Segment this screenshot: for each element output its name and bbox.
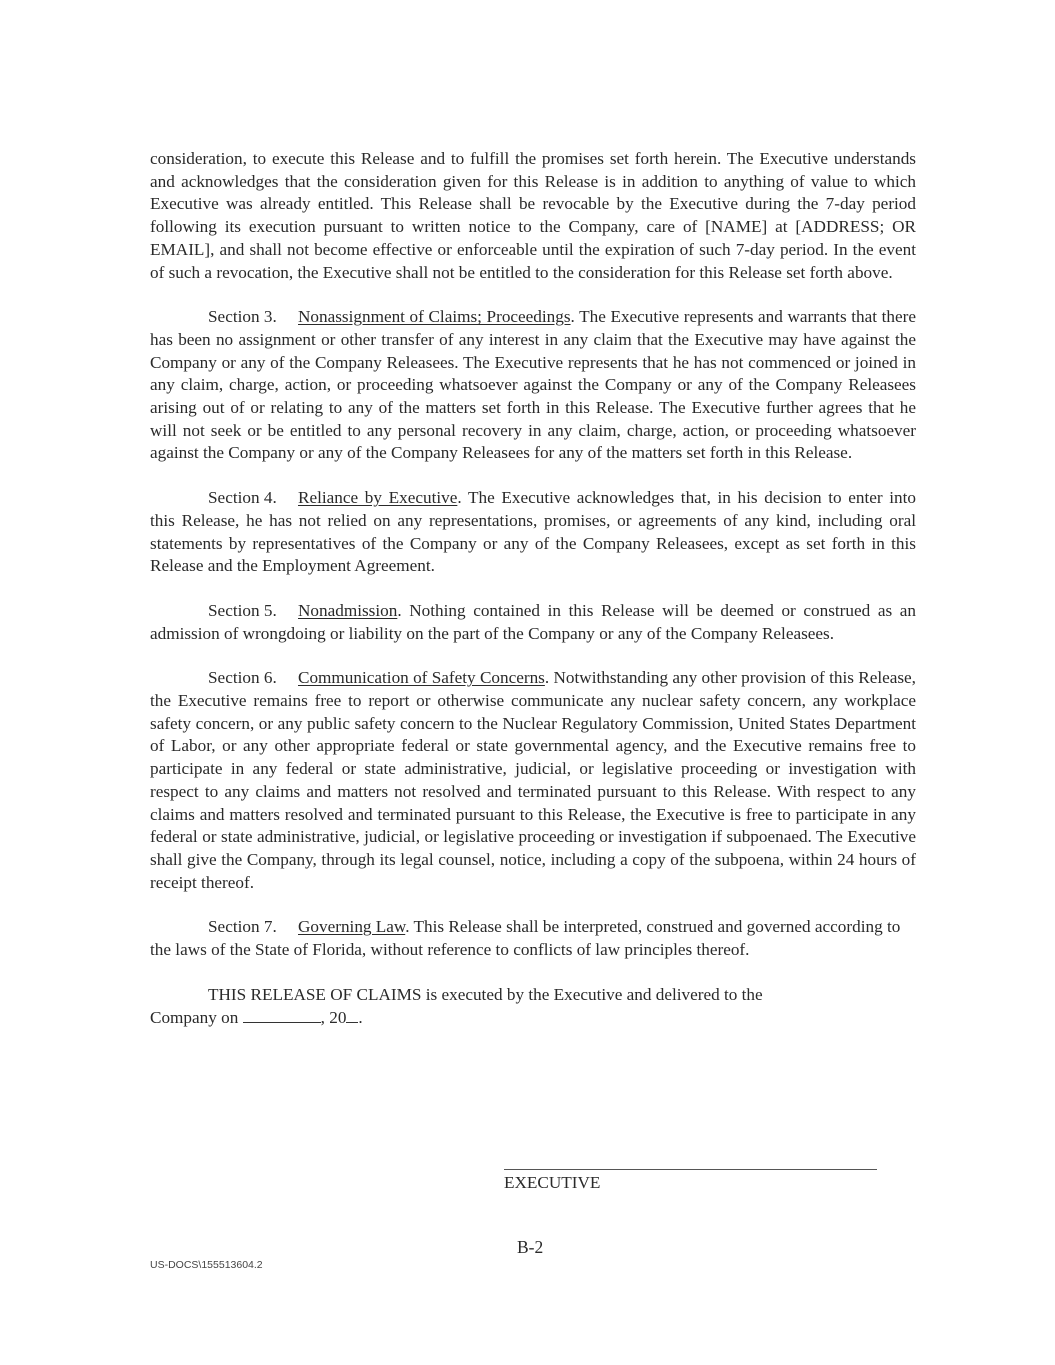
section-number: Section 4. (208, 488, 277, 508)
section-body: . Nothing contained in this Release will be deemed or construed as an admission of wrongdoing or liability on the part of the Company or any of the Company Releasees. (150, 600, 916, 643)
section-5 (150, 600, 916, 645)
year-blank-field[interactable] (346, 1008, 358, 1023)
section-3 (150, 306, 916, 465)
section-body: . This Release shall be interpreted, construed and governed according to the laws of the State of Florida, without reference to conflicts of law principles thereof. (150, 917, 901, 960)
section-heading: Communication of Safety Concerns (298, 668, 545, 688)
section-number: Section 7. (208, 917, 277, 937)
section-body: . Notwithstanding any other provision of this Release, the Executive remains free to report or otherwise communicate any nuclear safety concern, any workplace safety concern, or any public safety concern to the Nuclear Regulatory Commission, United States Department of Labor, or any other appropriate federal or state governmental agency, and the Executive remains free to participate in any federal or state administrative, judicial, or legislative proceeding or investigation with respect to any claims and matters not resolved and terminated pursuant to this Release. With respect to any claims and matters resolved and terminated pursuant to this Release, the Executive is free to participate in any federal or state administrative, judicial, or legislative proceeding or investigation if subpoenaed. The Executive shall give the Company, through its legal counsel, notice, including a copy of the subpoena, within 24 hours of receipt thereof. (150, 668, 916, 892)
document-page (150, 148, 916, 1051)
intro-paragraph: consideration, to execute this Release and to fulfill the promises set forth herein. The Executive understands and acknowledges that the consideration given for this Release is in addition to anything of value to which Executive was already entitled. This Release shall be revocable by the Executive during the 7-day period following its execution pursuant to written notice to the Company, care of [NAME] at [ADDRESS; OR EMAIL], and shall not become effective or enforceable until the expiration of such 7-day period. In the event of such a revocation, the Executive shall not be entitled to the consideration for this Release set forth above. (150, 149, 916, 282)
document-id: US-DOCS\155513604.2 (150, 1259, 263, 1271)
section-7 (150, 916, 916, 961)
section-number: Section 6. (208, 668, 277, 688)
section-body: . The Executive acknowledges that, in his decision to enter into this Release, he has not relied on any representations, promises, or agreements of any kind, including oral statements by representatives of the Company or any of the Company Releasees, except as set forth in this Release and the Employment Agreement. (150, 488, 917, 576)
execution-year-prefix: , 20 (320, 1007, 347, 1027)
signature-label: EXECUTIVE (504, 1173, 601, 1192)
section-number: Section 5. (208, 600, 277, 620)
execution-suffix: . (358, 1007, 363, 1027)
section-heading: Governing Law (298, 917, 406, 937)
page-number: B-2 (517, 1237, 544, 1257)
signature-line[interactable] (504, 1169, 877, 1170)
section-heading: Nonadmission (298, 600, 398, 620)
section-6 (150, 667, 916, 894)
execution-prefix: Company on (150, 1007, 239, 1027)
section-heading: Nonassignment of Claims; Proceedings (298, 307, 571, 327)
section-number: Section 3. (208, 307, 277, 327)
execution-clause (150, 984, 916, 1029)
date-blank-field[interactable] (243, 1008, 321, 1023)
section-4 (150, 487, 916, 578)
section-body: . The Executive represents and warrants that there has been no assignment or other transfer of any interest in any claim that the Executive may have against the Company or any of the Company Releasees. The Executive represents that he has not commenced or joined in any claim, charge, action, or proceeding whatsoever against the Company or any of the Company Releasees arising out of or relating to any of the matters set forth in this Release. The Executive further agrees that he will not seek or be entitled to any personal recovery in any claim, charge, action, or proceeding whatsoever against the Company or any of the Company Releasees for any of the matters set forth in this Release. (150, 307, 916, 463)
section-heading: Reliance by Executive (298, 488, 458, 508)
execution-line-1: THIS RELEASE OF CLAIMS is executed by the Executive and delivered to the (208, 984, 763, 1004)
